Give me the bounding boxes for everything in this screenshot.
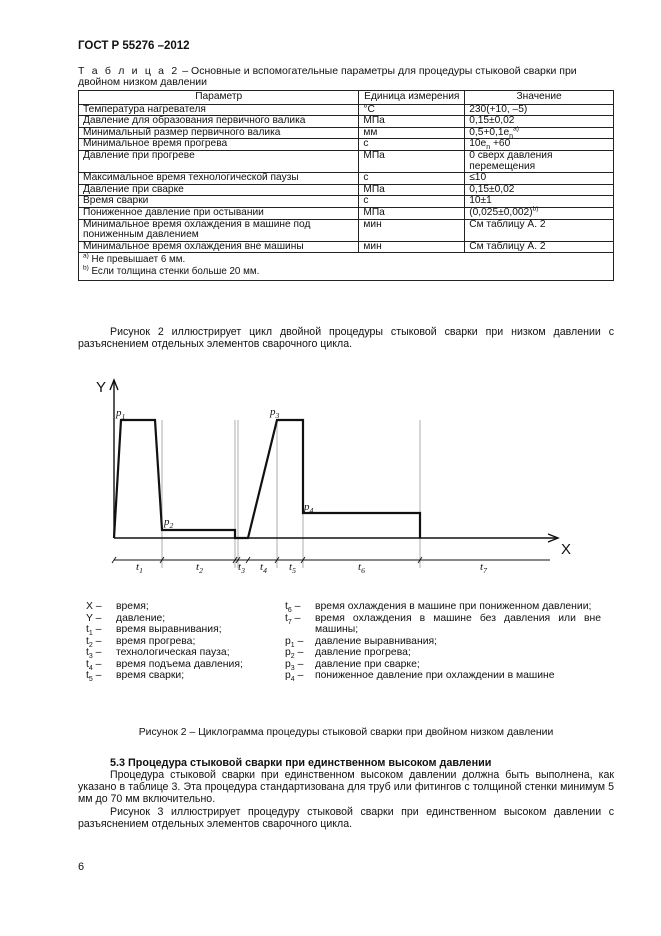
table-row	[79, 116, 614, 128]
legend-right-column	[285, 601, 601, 682]
table-cell-unit: МПа	[359, 116, 465, 128]
table-cell-unit: мин	[359, 219, 465, 241]
page-header: ГОСТ Р 55276 –2012	[78, 40, 190, 52]
table-cell-unit: МПа	[359, 207, 465, 219]
table-row	[79, 219, 614, 241]
table-cell-value: См таблицу А. 2	[465, 219, 614, 241]
legend-item	[86, 659, 286, 671]
table-cell-parameter: Минимальное время охлаждения вне машины	[79, 241, 359, 253]
table-cell-value: См таблицу А. 2	[465, 241, 614, 253]
table-cell-parameter: Давление при сварке	[79, 184, 359, 196]
legend-text: время выравнивания;	[116, 624, 222, 635]
table-caption-text: – Основные и вспомогательные параметры для процедуры стыковой сварки при двойном низком давлении	[78, 65, 577, 88]
legend-text: время прогрева;	[116, 635, 196, 647]
diagram-guides	[112, 420, 550, 568]
column-header: Параметр	[79, 91, 359, 105]
legend-item	[285, 647, 601, 659]
table-cell-value: 0 сверх давления перемещения	[465, 150, 614, 172]
legend-text: время охлаждения в машине при пониженном давлении;	[315, 601, 592, 612]
legend-symbol: $t_4$ –	[86, 658, 102, 672]
legend-symbol: $p_3$ –	[285, 658, 304, 672]
time-label: $t_2$	[196, 561, 203, 575]
table-cell-parameter: Минимальное время прогрева	[79, 139, 359, 151]
legend-text: пониженное давление при охлаждении в машине	[315, 670, 555, 681]
legend-text: давление при сварке;	[315, 658, 420, 670]
table-cell-unit: с	[359, 139, 465, 151]
table-row	[79, 127, 614, 139]
legend-symbol: $p_2$ –	[285, 647, 304, 661]
legend-text: технологическая пауза;	[116, 647, 230, 658]
legend-symbol: $t_6$ –	[285, 601, 301, 615]
pressure-label: $p_2$	[164, 516, 174, 530]
legend-item	[86, 624, 286, 636]
legend-text: давление;	[116, 612, 166, 624]
legend-symbol: $t_3$ –	[86, 647, 102, 661]
intro-paragraph: Рисунок 2 иллюстрирует цикл двойной процедуры стыковой сварки при низком давлении с разъяснением отдельных элементов сварочного цикла.	[78, 326, 614, 351]
parameters-table	[78, 90, 614, 281]
legend-symbol: $t_2$ –	[86, 635, 102, 649]
table-cell-parameter: Минимальный размер первичного валика	[79, 127, 359, 139]
table-cell-unit: °С	[359, 104, 465, 116]
legend-symbol: $t_5$ –	[86, 670, 102, 684]
welding-cycle-diagram	[80, 372, 580, 576]
table-cell-parameter: Время сварки	[79, 196, 359, 208]
legend-item	[86, 613, 286, 625]
legend-text: время сварки;	[116, 670, 185, 681]
y-axis-label: Y	[96, 379, 107, 396]
legend-symbol: Y –	[86, 612, 102, 624]
table-notes	[79, 253, 614, 281]
pressure-label: $p_4$	[304, 501, 314, 515]
table-notes-row	[79, 253, 614, 281]
table-label: Т а б л и ц а 2	[78, 65, 180, 77]
legend-item	[285, 636, 601, 648]
table-cell-unit: МПа	[359, 184, 465, 196]
column-header: Значение	[465, 91, 614, 105]
legend-symbol: $p_4$ –	[285, 670, 304, 684]
legend-text: давление прогрева;	[315, 647, 411, 658]
table-note: $^{a)}$ Не превышает 6 мм.	[83, 253, 186, 266]
diagram-axes	[110, 380, 558, 542]
table-row	[79, 241, 614, 253]
table-cell-parameter: Пониженное давление при остывании	[79, 207, 359, 219]
legend-symbol: $p_1$ –	[285, 635, 304, 649]
time-label: $t_6$	[358, 561, 365, 575]
table-cell-unit: с	[359, 173, 465, 185]
time-label: $t_4$	[260, 561, 267, 575]
legend-symbol: X –	[86, 601, 102, 612]
table-row	[79, 104, 614, 116]
time-label: $t_7$	[480, 561, 487, 575]
table-cell-parameter: Давление при прогреве	[79, 150, 359, 172]
table-row	[79, 184, 614, 196]
time-label: $t_1$	[136, 561, 143, 575]
legend-item	[285, 670, 601, 682]
table-cell-value: $0,5+0,1e_n^{a)}$	[465, 127, 614, 139]
pressure-label: $p_3$	[270, 406, 280, 420]
column-header: Единица измерения	[359, 91, 465, 105]
table-cell-value: 10±1	[465, 196, 614, 208]
table-cell-parameter: Давление для образования первичного валика	[79, 116, 359, 128]
legend-item	[86, 636, 286, 648]
table-cell-parameter: Минимальное время охлаждения в машине под пониженным давлением	[79, 219, 359, 241]
diagram-labels	[96, 379, 571, 575]
legend-item	[86, 670, 286, 682]
table-cell-value: $10e_n +60$	[465, 139, 614, 151]
section-paragraph: Процедура стыковой сварки при единственном высоком давлении должна быть выполнена, как указано в таблице 3. Эта процедура стандартизована для труб или фитингов с толщиной стенки минимум 5 мм до 70 мм включительно.	[78, 769, 614, 806]
table-row	[79, 150, 614, 172]
table-row	[79, 207, 614, 219]
legend-item	[285, 613, 601, 636]
legend-text: давление выравнивания;	[315, 635, 438, 647]
table-cell-value: $(0,025\pm 0,002)^{b)}$	[465, 207, 614, 219]
pressure-curve	[114, 420, 420, 538]
table-cell-unit: мм	[359, 127, 465, 139]
table-cell-unit: МПа	[359, 150, 465, 172]
table-cell-unit: мин	[359, 241, 465, 253]
pressure-label: $p_1$	[116, 407, 126, 421]
legend-item	[285, 659, 601, 671]
legend-text: время подъема давления;	[116, 658, 243, 670]
section-paragraph: Рисунок 3 иллюстрирует процедуру стыковой сварки при единственном высоком давлении с разъяснением отдельных элементов сварочного цикла.	[78, 806, 614, 831]
legend-symbol: $t_7$ –	[285, 612, 301, 626]
time-label: $t_5$	[289, 561, 296, 575]
legend-symbol: $t_1$ –	[86, 624, 102, 638]
table-cell-parameter: Температура нагревателя	[79, 104, 359, 116]
time-label: $t_3$	[238, 561, 245, 575]
table-cell-value: 0,15±0,02	[465, 116, 614, 128]
table-cell-parameter: Максимальное время технологической паузы	[79, 173, 359, 185]
x-axis-label: X	[561, 541, 572, 558]
table-caption	[78, 66, 614, 88]
figure-caption: Рисунок 2 – Циклограмма процедуры стыковой сварки при двойном низком давлении	[138, 727, 554, 738]
legend-item	[86, 601, 286, 613]
table-row	[79, 139, 614, 151]
table-row	[79, 173, 614, 185]
legend-left-column	[86, 601, 286, 682]
table-cell-value: 0,15±0,02	[465, 184, 614, 196]
legend-item	[285, 601, 601, 613]
table-cell-value: ≤10	[465, 173, 614, 185]
legend-text: время охлаждения в машине без давления или вне машины;	[315, 612, 601, 635]
table-note: $^{b)}$ Если толщина стенки больше 20 мм.	[83, 264, 260, 277]
page-number: 6	[78, 861, 85, 873]
table-cell-unit: с	[359, 196, 465, 208]
legend-text: время;	[116, 601, 149, 612]
section-title: 5.3 Процедура стыковой сварки при единственном высоком давлении	[110, 757, 492, 769]
table-header-row	[79, 91, 614, 105]
table-cell-value: 230(+10, –5)	[465, 104, 614, 116]
legend-item	[86, 647, 286, 659]
